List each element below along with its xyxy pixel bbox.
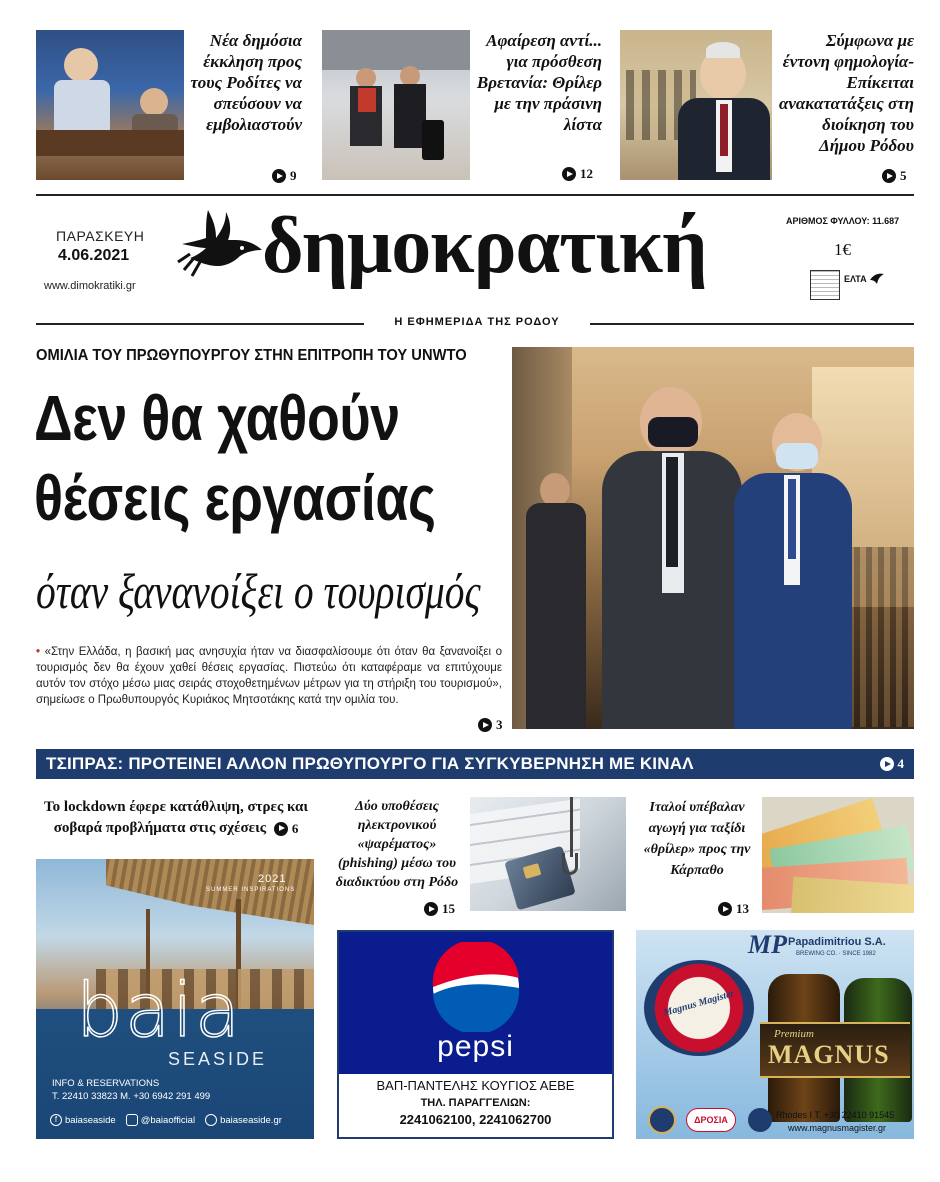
top-story-2-photo[interactable] xyxy=(322,30,470,180)
secondary-3-headline[interactable]: Ιταλοί υπέβαλαν αγωγή για ταξίδι «θρίλερ» προς την Κάρπαθο xyxy=(643,800,751,878)
baia-brand-sub: SEASIDE xyxy=(168,1049,268,1069)
lead-body: • «Στην Ελλάδα, η βασική μας ανησυχία ήταν να διασφαλίσουμε ότι όταν θα ξανανοίξει ο τουρισμός δεν θα έχουν χαθεί θέσεις εργασίας. Πιστεύω ότι καταφέραμε να επιτύχουμε αυτόν τον στόχο μέσω μιας σειράς στοχοθετημένων μέτρων για τη στήριξη του τουρισμού», σημείωσε ο Πρωθυπουργός Κυριάκος Μητσοτάκης κατά την ομιλία του. xyxy=(36,646,502,706)
top-story-3-page[interactable]: 5 xyxy=(882,168,907,184)
magnus-badge: Magnus Magister xyxy=(644,960,754,1056)
banner-text: ΤΣΙΠΡΑΣ: ΠΡΟΤΕΙΝΕΙ ΑΛΛΟΝ ΠΡΩΘΥΠΟΥΡΓΟ ΓΙΑ ΣΥΓΚΥΒΕΡΝΗΣΗ ΜΕ ΚΙΝΑΛ xyxy=(46,754,694,773)
facebook-icon: f xyxy=(50,1114,62,1126)
pepsi-ad[interactable] xyxy=(337,930,614,1139)
elta-bird-icon xyxy=(869,272,885,286)
tagline-rule-right xyxy=(590,323,914,325)
magnus-company: Papadimitriou S.A. xyxy=(788,936,886,948)
arrow-right-icon xyxy=(880,757,894,771)
phishing-photo[interactable] xyxy=(470,797,626,911)
baia-phones: T. 22410 33823 M. +30 6942 291 499 xyxy=(52,1091,211,1102)
magnus-label: Premium MAGNUS xyxy=(760,1022,910,1078)
postal-stamp xyxy=(810,270,840,300)
bullet-icon: • xyxy=(36,646,45,658)
magnus-small-logo xyxy=(648,1106,676,1134)
issue-number: ΑΡΙΘΜΟΣ ΦΥΛΛΟΥ: 11.687 xyxy=(786,216,900,226)
baia-social-row: f baiaseaside @baiaofficial baiaseaside.gr xyxy=(50,1114,282,1126)
lead-page[interactable]: 3 xyxy=(478,717,503,733)
banner[interactable] xyxy=(36,749,914,779)
pepsi-logo-panel xyxy=(339,932,612,1074)
lead-photo[interactable] xyxy=(512,347,914,729)
magnus-seal xyxy=(748,1108,772,1132)
elta-logo: ΕΛΤΑ xyxy=(844,272,885,286)
globe-icon xyxy=(205,1114,217,1126)
secondary-1-headline[interactable]: Το lockdown έφερε κατάθλιψη, στρες και σοβαρά προβλήματα στις σχέσεις 6 xyxy=(40,797,312,839)
magnus-company-sub: BREWING CO. · SINCE 1982 xyxy=(796,951,876,957)
top-story-3-headline[interactable]: Σύμφωνα με έντονη φημολογία- Επίκειται ανακατατάξεις στη διοίκηση του Δήμου Ρόδου xyxy=(778,31,914,155)
arrow-right-icon xyxy=(274,822,288,836)
top-story-2-headline[interactable]: Αφαίρεση αντί... για πρόσθεση Βρετανία: Θρίλερ με την πράσινη λίστα xyxy=(476,31,602,134)
lead-headline-line2[interactable]: θέσεις εργασίας xyxy=(34,462,436,534)
arrow-right-icon xyxy=(882,169,896,183)
price: 1€ xyxy=(834,240,851,259)
lead-subhead[interactable]: όταν ξανανοίξει ο τουρισμός xyxy=(36,563,481,619)
arrow-right-icon xyxy=(718,902,732,916)
secondary-2-page[interactable]: 15 xyxy=(424,901,455,917)
secondary-2-headline[interactable]: Δύο υποθέσεις ηλεκτρονικού «ψαρέματος» (phishing) μέσω του διαδικτύου στη Ρόδο xyxy=(335,799,459,890)
lead-kicker: ΟΜΙΛΙΑ ΤΟΥ ΠΡΩΘΥΠΟΥΡΓΟΥ ΣΤΗΝ ΕΠΙΤΡΟΠΗ ΤΟΥ UNWTO xyxy=(36,347,467,364)
euro-notes-photo[interactable] xyxy=(762,797,914,913)
pepsi-orders-phones: 2241062100, 2241062700 xyxy=(399,1112,552,1127)
arrow-right-icon xyxy=(478,718,492,732)
secondary-3-page[interactable]: 13 xyxy=(718,901,749,917)
baia-info-title: INFO & RESERVATIONS xyxy=(52,1078,160,1089)
magnus-web[interactable]: www.magnusmagister.gr xyxy=(788,1123,887,1133)
arrow-right-icon xyxy=(272,169,286,183)
baia-ad[interactable] xyxy=(36,859,314,1139)
masthead-website[interactable]: www.dimokratiki.gr xyxy=(44,280,136,292)
secondary-1-page[interactable]: 6 xyxy=(274,818,299,839)
top-story-1-headline[interactable]: Νέα δημόσια έκκληση προς τους Ροδίτες να σπεύσουν να εμβολιαστούν xyxy=(190,31,302,134)
masthead-day: ΠΑΡΑΣΚΕΥΗ xyxy=(56,228,145,244)
tagline: Η ΕΦΗΜΕΡΙΔΑ ΤΗΣ ΡΟΔΟΥ xyxy=(394,316,560,328)
pepsi-company: ΒΑΠ-ΠΑΝΤΕΛΗΣ ΚΟΥΓΙΟΣ ΑΕΒΕ xyxy=(376,1078,575,1093)
pepsi-brand: pepsi xyxy=(437,1030,514,1063)
lead-headline-line1[interactable]: Δεν θα χαθούν xyxy=(34,382,400,454)
tagline-rule-left xyxy=(36,323,364,325)
pepsi-orders-label: ΤΗΛ. ΠΑΡΑΓΓΕΛΙΩΝ: xyxy=(420,1097,531,1109)
dove-logo-icon xyxy=(176,204,266,284)
instagram-icon xyxy=(126,1114,138,1126)
magnus-ad[interactable] xyxy=(636,930,914,1139)
top-story-1-page[interactable]: 9 xyxy=(272,168,297,184)
arrow-right-icon xyxy=(562,167,576,181)
masthead-date: 4.06.2021 xyxy=(58,247,130,264)
banner-page[interactable]: 4 xyxy=(880,756,905,772)
magnus-contact: Rhodes I T. +30 22410 91545 xyxy=(776,1110,895,1120)
magnus-mp-logo: MP xyxy=(748,930,787,959)
baia-brand: baia xyxy=(76,968,243,1054)
masthead-title: δημοκρατική xyxy=(262,202,707,290)
baia-season: SUMMER INSPIRATIONS xyxy=(206,887,296,893)
top-story-3-photo[interactable] xyxy=(620,30,772,180)
top-story-2-page[interactable]: 12 xyxy=(562,166,593,182)
baia-year: 2021 xyxy=(258,873,287,885)
top-story-1-photo[interactable] xyxy=(36,30,184,180)
pepsi-globe-icon xyxy=(431,942,521,1032)
arrow-right-icon xyxy=(424,902,438,916)
drosia-logo: ΔΡΟΣΙΑ xyxy=(686,1108,736,1132)
